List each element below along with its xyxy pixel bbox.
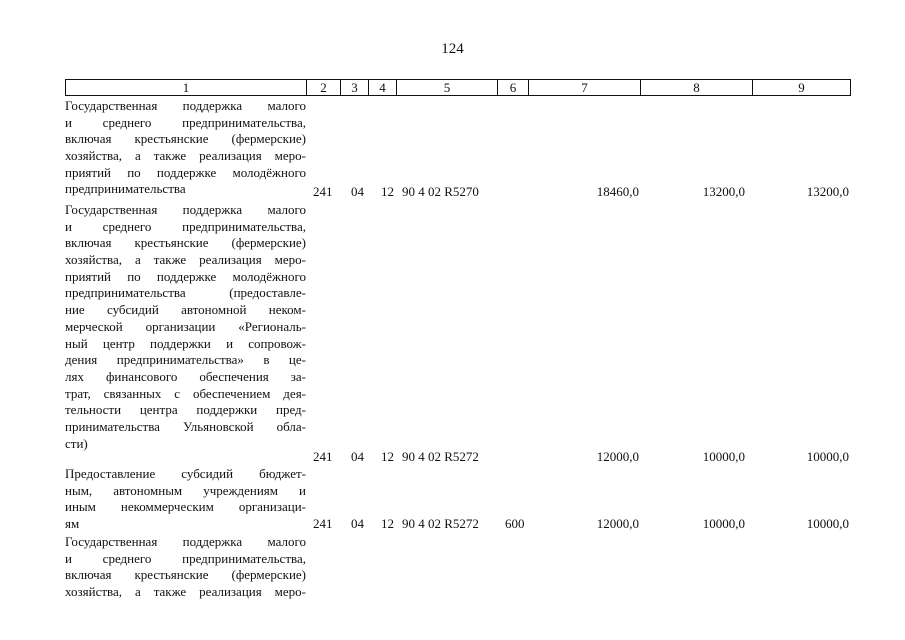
description-line: приятий по поддержке молодёжного <box>65 164 306 180</box>
description-line: предпринимательства <box>65 181 186 197</box>
description-line: мерческой организации «Региональ- <box>65 318 306 334</box>
cell-col-4: 12 <box>381 516 394 531</box>
cell-col-2: 241 <box>313 184 333 199</box>
description-line: Государственная поддержка малого <box>65 98 306 113</box>
header-col-3: 3 <box>341 80 369 95</box>
description-line: хозяйства, а также реализация меро- <box>65 252 306 268</box>
description-line: предпринимательства (предоставле- <box>65 285 306 301</box>
cell-col-8: 13200,0 <box>702 184 745 199</box>
cell-col-3: 04 <box>351 516 364 531</box>
header-col-1: 1 <box>66 80 307 95</box>
description-line: включая крестьянские (фермерские) <box>65 567 306 583</box>
description-line: ям <box>65 516 80 532</box>
description-line: ным, автономным учреждениям и <box>65 482 306 498</box>
cell-col-7: 18460,0 <box>596 184 639 199</box>
description-line: тельности центра поддержки пред- <box>65 402 306 418</box>
description-line: и среднего предпринимательства, <box>65 550 306 566</box>
cell-col-4: 12 <box>381 449 394 464</box>
cell-col-7: 12000,0 <box>596 516 639 531</box>
row-description <box>65 98 306 198</box>
header-col-8: 8 <box>641 80 753 95</box>
page-number: 124 <box>441 41 464 57</box>
description-line: включая крестьянские (фермерские) <box>65 131 306 147</box>
header-col-2: 2 <box>307 80 341 95</box>
description-line: ние субсидий автономной неком- <box>65 302 306 318</box>
row-description <box>65 534 306 601</box>
description-line: ный центр поддержки и сопровож- <box>65 335 306 351</box>
cell-col-8: 10000,0 <box>702 516 745 531</box>
row-description <box>65 466 306 533</box>
cell-col-5: 90 4 02 R5272 <box>402 516 479 531</box>
cell-col-2: 241 <box>313 516 333 531</box>
cell-col-9: 10000,0 <box>806 516 849 531</box>
header-col-4: 4 <box>369 80 397 95</box>
row-description <box>65 202 306 452</box>
cell-col-3: 04 <box>351 449 364 464</box>
cell-col-9: 10000,0 <box>806 449 849 464</box>
cell-col-8: 10000,0 <box>702 449 745 464</box>
cell-col-9: 13200,0 <box>806 184 849 199</box>
description-line: иным некоммерческим организаци- <box>65 499 306 515</box>
description-line: и среднего предпринимательства, <box>65 218 306 234</box>
header-col-5: 5 <box>397 80 498 95</box>
cell-col-7: 12000,0 <box>596 449 639 464</box>
header-col-7: 7 <box>529 80 641 95</box>
description-line: дения предпринимательства» в це- <box>65 352 306 368</box>
cell-col-3: 04 <box>351 184 364 199</box>
header-col-6: 6 <box>498 80 529 95</box>
description-line: Государственная поддержка малого <box>65 202 306 217</box>
description-line: Государственная поддержка малого <box>65 534 306 549</box>
cell-col-2: 241 <box>313 449 333 464</box>
description-line: приятий по поддержке молодёжного <box>65 268 306 284</box>
description-line: включая крестьянские (фермерские) <box>65 235 306 251</box>
description-line: хозяйства, а также реализация меро- <box>65 148 306 164</box>
cell-col-5: 90 4 02 R5272 <box>402 449 479 464</box>
cell-col-4: 12 <box>381 184 394 199</box>
description-line: лях финансового обеспечения за- <box>65 368 306 384</box>
cell-col-6: 600 <box>505 516 525 531</box>
table-header <box>65 79 851 96</box>
description-line: Предоставление субсидий бюджет- <box>65 466 306 481</box>
description-line: сти) <box>65 435 88 451</box>
description-line: и среднего предпринимательства, <box>65 114 306 130</box>
description-line: трат, связанных с обеспечением дея- <box>65 385 306 401</box>
description-line: хозяйства, а также реализация меро- <box>65 584 306 600</box>
description-line: принимательства Ульяновской обла- <box>65 418 306 434</box>
header-col-9: 9 <box>798 80 805 95</box>
cell-col-5: 90 4 02 R5270 <box>402 184 479 199</box>
